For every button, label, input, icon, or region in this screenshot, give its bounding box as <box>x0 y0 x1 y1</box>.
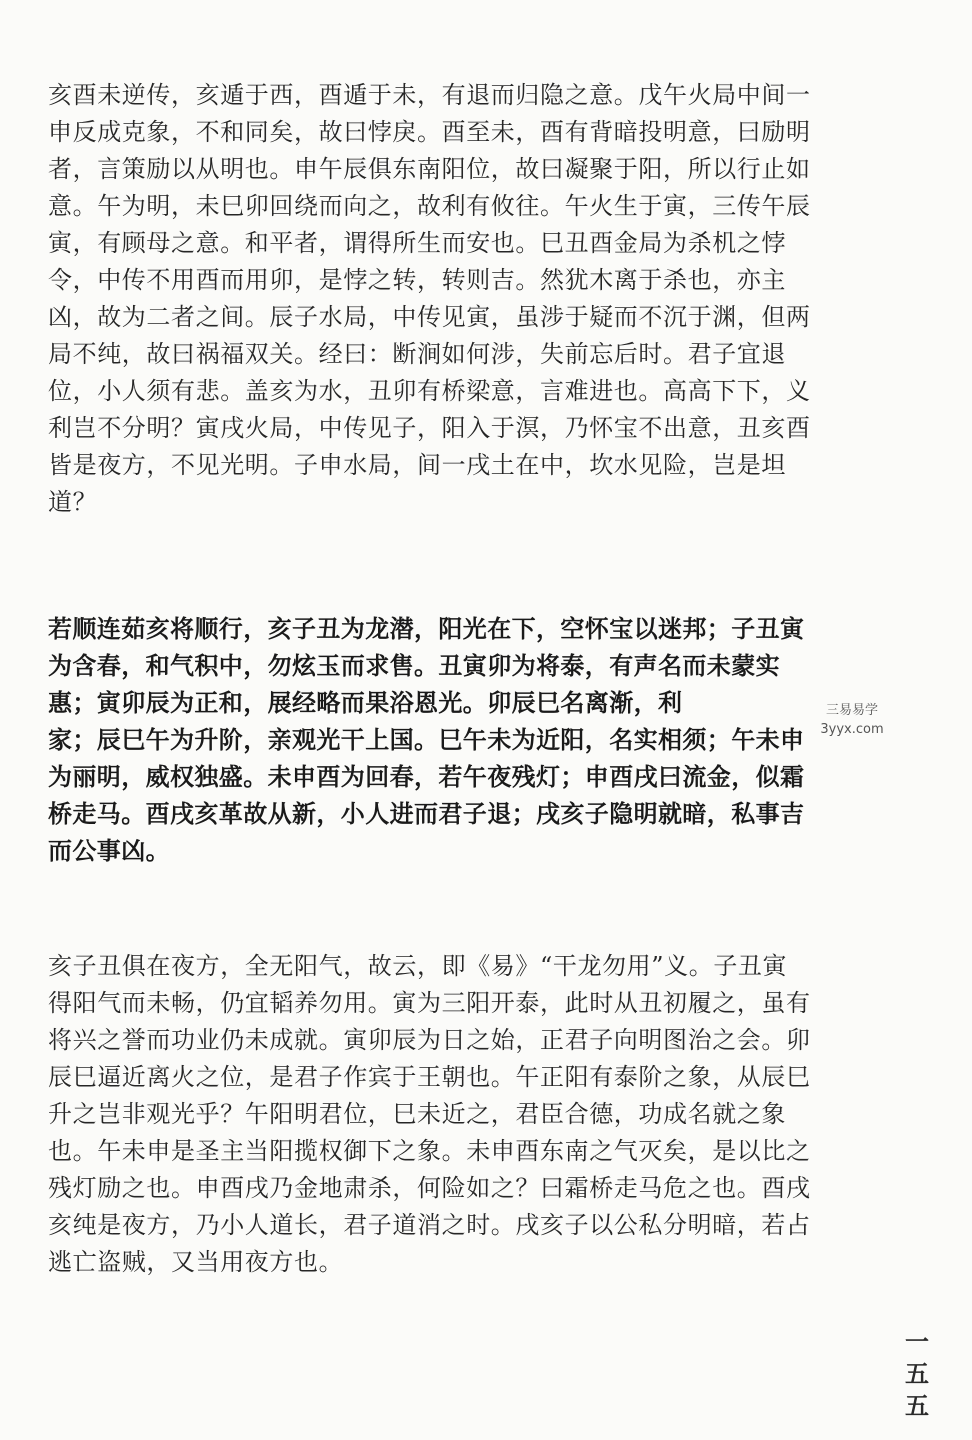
text-line: 家；辰巳午为升阶，亲观光干上国。巳午未为近阳，名实相须；午未申 <box>48 725 805 754</box>
text-line: 亥酉未逆传，亥遁于西，酉遁于未，有退而归隐之意。戊午火局中间一 <box>48 81 811 109</box>
text-line: 辰巳逼近离火之位，是君子作宾于王朝也。午正阳有泰阶之象，从辰巳 <box>48 1063 811 1091</box>
text-line: 者，言策励以从明也。申午辰俱东南阳位，故曰凝聚于阳，所以行止如 <box>48 155 811 183</box>
watermark <box>812 701 892 739</box>
text-line: 残灯励之也。申酉戌乃金地肃杀，何险如之？曰霜桥走马危之也。酉戌 <box>48 1174 811 1202</box>
text-line: 皆是夜方，不见光明。子申水局，间一戌土在中，坎水见险，岂是坦 <box>48 451 786 479</box>
text-line: 也。午未申是圣主当阳揽权御下之象。未申酉东南之气灭矣，是以比之 <box>48 1137 811 1165</box>
page-number-digit: 五 <box>905 1391 929 1420</box>
text-line: 为丽明，威权独盛。未申酉为回春，若午夜残灯；申酉戌曰流金，似霜 <box>48 762 805 791</box>
text-line: 意。午为明，未巳卯回绕而向之，故利有攸往。午火生于寅，三传午辰 <box>48 192 811 220</box>
paragraph-1 <box>48 77 853 521</box>
text-line: 利岂不分明？寅戌火局，中传见子，阳入于溟，乃怀宝不出意，丑亥酉 <box>48 414 811 442</box>
text-line: 局不纯，故曰祸福双关。经曰：断涧如何涉，失前忘后时。君子宜退 <box>48 340 786 368</box>
text-line: 而公事凶。 <box>48 836 170 865</box>
text-line: 亥纯是夜方，乃小人道长，君子道消之时。戌亥子以公私分明暗，若占 <box>48 1211 811 1239</box>
text-line: 位，小人须有悲。盖亥为水，丑卯有桥梁意，言难进也。高高下下，义 <box>48 377 811 405</box>
page-number-digit: 一 <box>905 1327 929 1356</box>
text-line: 桥走马。酉戌亥革故从新，小人进而君子退；戌亥子隐明就暗，私事吉 <box>48 799 805 828</box>
text-line: 令，中传不用酉而用卯，是悖之转，转则吉。然犹木离于杀也，亦主 <box>48 266 786 294</box>
paragraph-2-bold <box>48 610 853 869</box>
text-line: 寅，有顾母之意。和平者，谓得所生而安也。巳丑酉金局为杀机之悖 <box>48 229 786 257</box>
text-line: 逃亡盗贼，又当用夜方也。 <box>48 1248 344 1276</box>
watermark-domain: 3yyx.com <box>820 722 884 737</box>
text-line: 为含春，和气积中，勿炫玉而求售。丑寅卯为将泰，有声名而未蒙实 <box>48 651 780 680</box>
text-line: 道？ <box>48 488 98 516</box>
text-line: 惠；寅卯辰为正和，展经略而果浴恩光。卯辰巳名离渐，利 <box>48 688 683 717</box>
page-number <box>900 1326 934 1422</box>
page-number-digit: 五 <box>905 1359 929 1388</box>
text-line: 得阳气而未畅，仍宜韬养勿用。寅为三阳开泰，此时从丑初履之，虽有 <box>48 989 811 1017</box>
text-line: 将兴之誉而功业仍未成就。寅卯辰为日之始，正君子向明图治之会。卯 <box>48 1026 811 1054</box>
text-line: 若顺连茹亥将顺行，亥子丑为龙潜，阳光在下，空怀宝以迷邦；子丑寅 <box>48 614 805 643</box>
text-line: 凶，故为二者之间。辰子水局，中传见寅，虽涉于疑而不沉于渊，但两 <box>48 303 811 331</box>
text-line: 升之岂非观光乎？午阳明君位，巳未近之，君臣合德，功成名就之象 <box>48 1100 786 1128</box>
text-line: 亥子丑俱在夜方，全无阳气，故云，即《易》“干龙勿用”义。子丑寅 <box>48 952 788 980</box>
paragraph-3 <box>48 948 853 1281</box>
text-line: 申反成克象，不和同矣，故曰悖戾。酉至未，酉有背暗投明意，曰励明 <box>48 118 811 146</box>
watermark-name: 三易易学 <box>825 703 878 718</box>
